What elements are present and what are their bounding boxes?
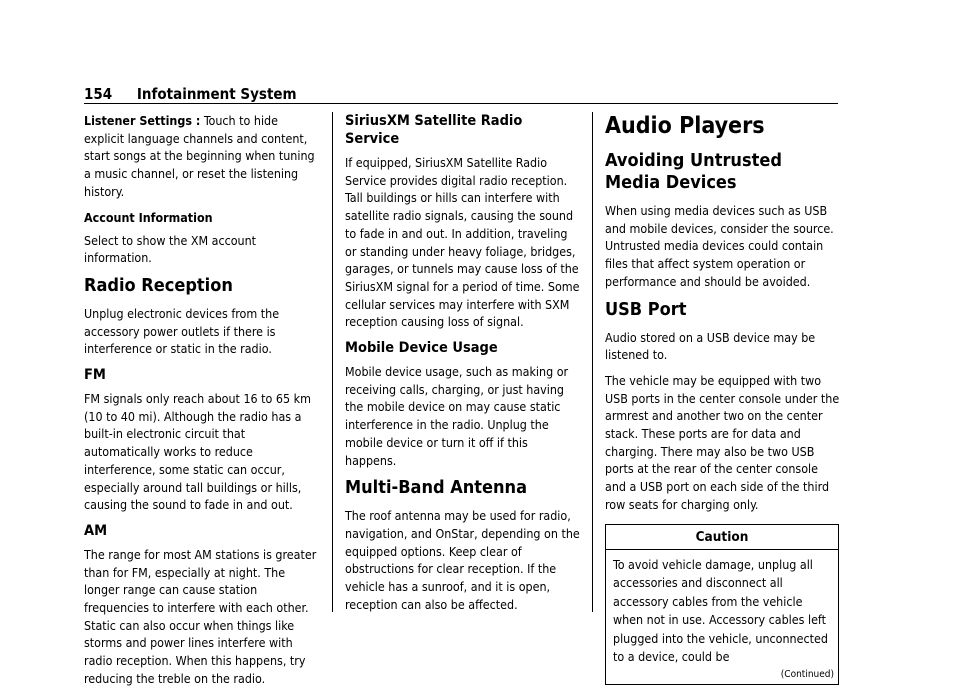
- untrusted-media-heading: Avoiding Untrusted Media Devices: [605, 150, 782, 193]
- radio-reception-text: Unplug electronic devices from the accessory power outlets if there is interference or static in the radio.: [84, 305, 280, 357]
- fm-text: FM signals only reach about 16 to 65 km (10 to 40 mi). Although the radio has a built-in electronic circuit that automatically works to reduce interference, some static can occur, especially around tall buildings or hills, causing the sound to fade in and out.: [84, 391, 311, 513]
- column-3: [605, 112, 841, 685]
- header-rule: [84, 103, 838, 104]
- multi-band-antenna-heading: Multi-Band Antenna: [345, 477, 528, 499]
- section-title: Infotainment System: [136, 85, 297, 103]
- radio-reception-heading: Radio Reception: [84, 274, 233, 296]
- mobile-device-usage-heading: Mobile Device Usage: [345, 340, 498, 357]
- caution-text: To avoid vehicle damage, unplug all accessories and disconnect all accessory cables from the vehicle when not in use. Accessory cables left plugged into the vehicle, unconnected to a device, could be: [613, 556, 828, 665]
- am-text: The range for most AM stations is greater than for FM, especially at night. The longer range can cause station frequencies to interfere with each other. Static can also occur when things like storms and power lines interfere with radio reception. When this happens, try reducing the treble on the radio.: [84, 546, 317, 686]
- page-number: 154: [84, 85, 113, 103]
- multi-band-antenna-text: The roof antenna may be used for radio, navigation, and OnStar, depending on the equipped options. Keep clear of obstructions for clear reception. If the vehicle has a sunroof, and it is open, reception can also be affected.: [345, 508, 580, 612]
- account-information-text: Select to show the XM account information.: [84, 232, 257, 266]
- usb-port-text-1: Audio stored on a USB device may be listened to.: [605, 329, 816, 363]
- audio-players-heading: Audio Players: [605, 113, 765, 139]
- mobile-device-usage-text: Mobile device usage, such as making or receiving calls, charging, or just having the mobile device on may cause static interference in the radio. Unplug the mobile device or turn it off if this happens.: [345, 364, 569, 468]
- siriusxm-text: If equipped, SiriusXM Satellite Radio Service provides digital radio reception. Tall buildings or hills can interfere with satellite radio signals, causing the sound to fade in and out. In addition, traveling or standing under heavy foliage, bridges, garages, or tunnels may cause loss of the SiriusXM signal for a period of time. Some cellular services may interfere with SXM reception causing loss of signal.: [345, 155, 580, 330]
- caution-box: [605, 524, 839, 685]
- usb-port-text-2: The vehicle may be equipped with two USB ports in the center console under the armrest and another two on the center stack. These ports are for data and charging. There may also be two USB ports at the rear of the center console and a USB port on each side of the third row seats for charging only.: [605, 372, 840, 512]
- listener-settings-text: Touch to hide explicit language channels and content, start songs at the beginning when tuning a music channel, or reset the listening history.: [84, 113, 315, 199]
- listener-settings-label: Listener Settings :: [84, 113, 201, 128]
- column-2: [345, 112, 581, 621]
- am-heading: AM: [84, 522, 108, 539]
- listener-settings-paragraph: [84, 112, 320, 201]
- column-divider-1: [332, 112, 333, 612]
- caution-continued: (Continued): [780, 668, 834, 680]
- fm-heading: FM: [84, 367, 106, 384]
- column-1: [84, 112, 320, 696]
- caution-title: Caution: [606, 525, 838, 550]
- column-divider-2: [592, 112, 593, 612]
- usb-port-heading: USB Port: [605, 298, 687, 320]
- siriusxm-heading: SiriusXM Satellite Radio Service: [345, 113, 523, 147]
- account-information-heading: Account Information: [84, 209, 213, 225]
- untrusted-media-text: When using media devices such as USB and mobile devices, consider the source. Untrusted media devices could contain files that affect system operation or performance and should be avoided.: [605, 203, 834, 289]
